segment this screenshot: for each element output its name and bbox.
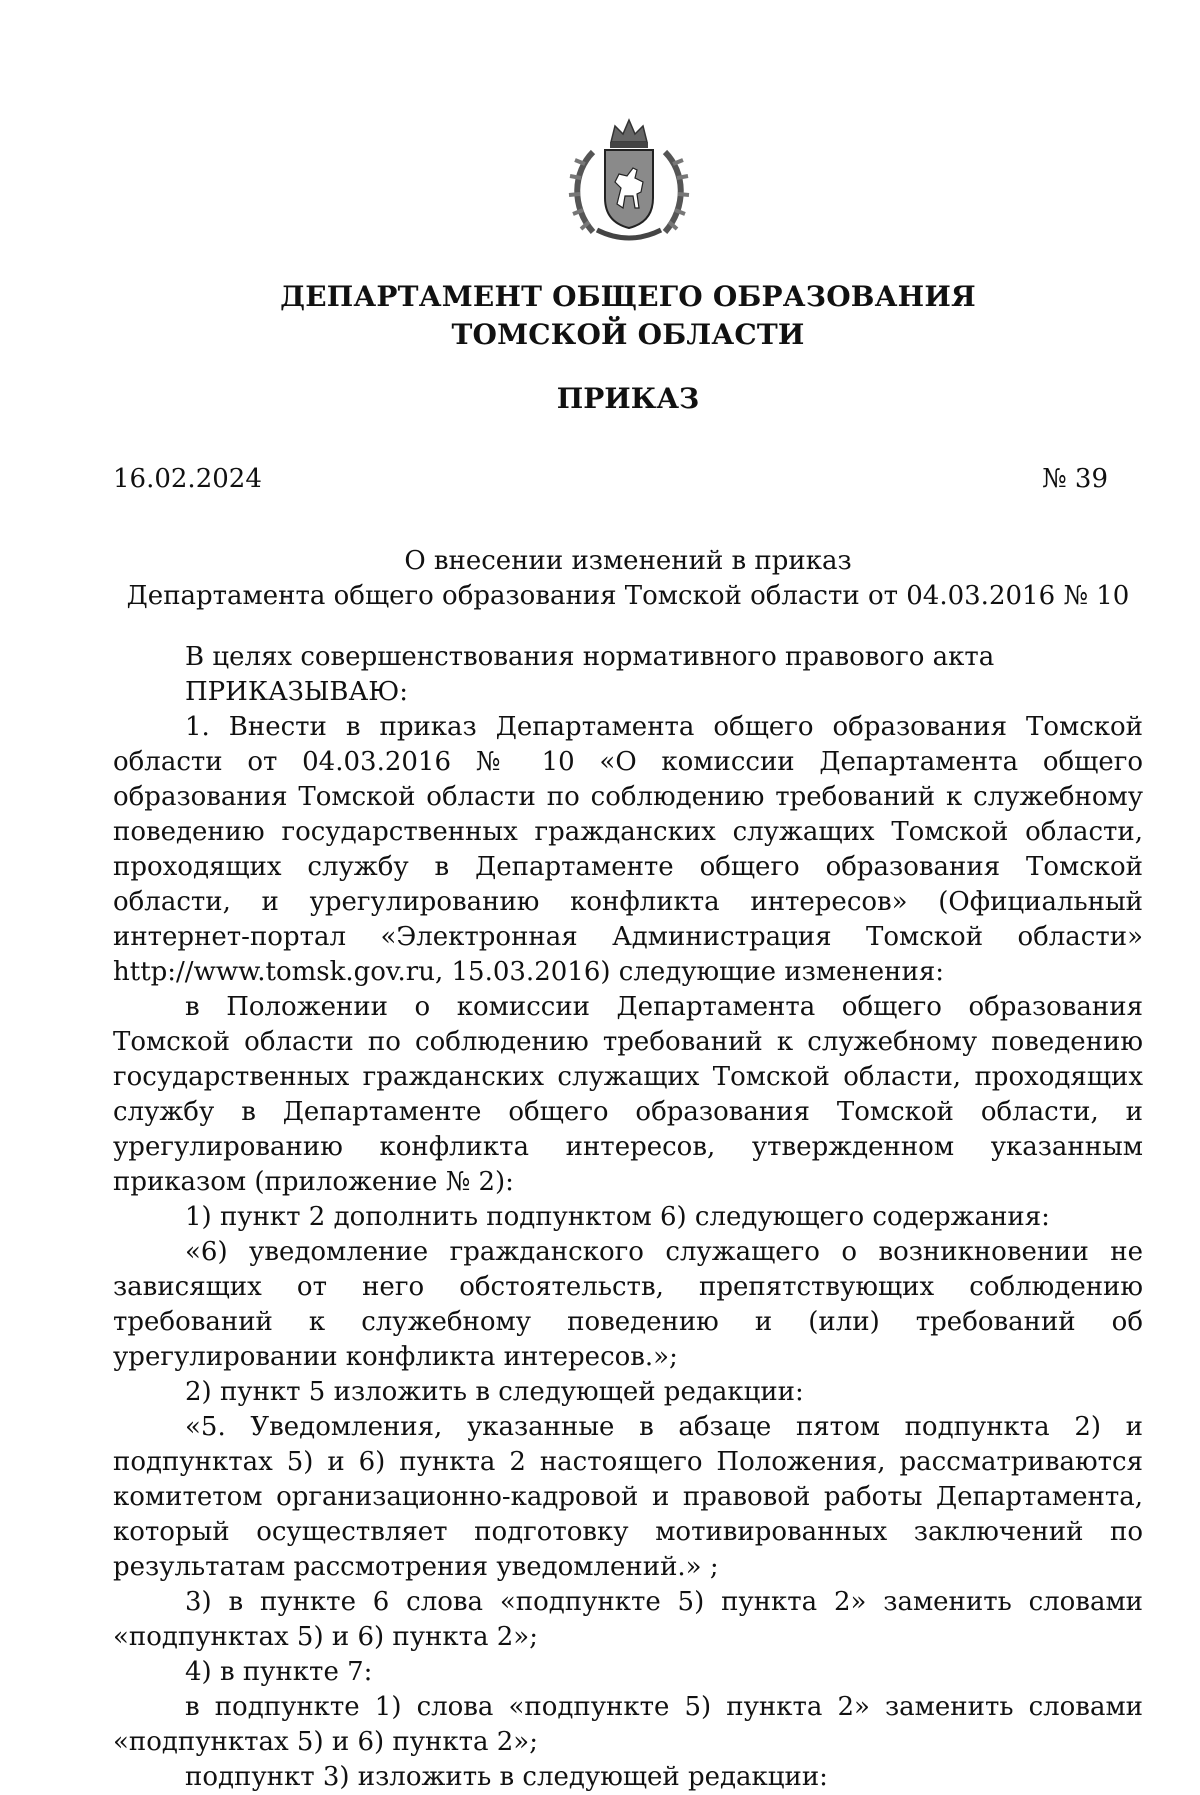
body-paragraph: подпункт 3) изложить в следующей редакции: <box>185 1762 828 1792</box>
subject-line-2: Департамента общего образования Томской области от 04.03.2016 № 10 <box>126 581 1130 611</box>
body-paragraph: 4) в пункте 7: <box>185 1657 373 1687</box>
document-number: № 39 <box>1042 464 1108 494</box>
body-paragraph: в Положении о комиссии Департамента общего образования Томской области по соблюдению требований к служебному поведению государственных гражданских служащих Томской области, проходящих службу в Департаменте общего образования Томской области, и урегулированию конфликта интересов, утвержденном указанным приказом (приложение № 2): <box>113 992 1143 1197</box>
body-paragraph: 1. Внести в приказ Департамента общего образования Томской области от 04.03.2016 № 10 «О комиссии Департамента общего образования Томской области по соблюдению требований к служебному поведению государственных гражданских служащих Томской области, проходящих службу в Департаменте общего образования Томской области, и урегулированию конфликта интересов» (Официальный интернет-портал «Электронная Администрация Томской области» http://www.tomsk.gov.ru, 15.03.2016) следующие изменения: <box>113 712 1143 987</box>
body-paragraph: в подпункте 1) слова «подпункте 5) пункта 2» заменить словами «подпунктах 5) и 6) пункта 2»; <box>113 1692 1143 1757</box>
body-paragraph: «6) уведомление гражданского служащего о возникновении не зависящих от него обстоятельств, препятствующих соблюдению требований к служебному поведению и (или) требований об урегулировании конфликта интересов.»; <box>113 1237 1143 1372</box>
body-paragraph: ПРИКАЗЫВАЮ: <box>185 677 409 707</box>
body-paragraph: В целях совершенствования нормативного правового акта <box>185 642 995 672</box>
document-type-title: ПРИКАЗ <box>556 382 700 415</box>
body-paragraph: «5. Уведомления, указанные в абзаце пятом подпункта 2) и подпунктах 5) и 6) пункта 2 настоящего Положения, рассматриваются комитетом организационно-кадровой и правовой работы Департамента, который осуществляет подготовку мотивированных заключений по результатам рассмотрения уведомлений.» ; <box>113 1412 1143 1582</box>
body-paragraph: 1) пункт 2 дополнить подпунктом 6) следующего содержания: <box>185 1202 1050 1232</box>
document-date: 16.02.2024 <box>113 464 262 494</box>
coat-of-arms-emblem <box>563 112 695 248</box>
org-line-2: ТОМСКОЙ ОБЛАСТИ <box>451 318 805 351</box>
org-line-1: ДЕПАРТАМЕНТ ОБЩЕГО ОБРАЗОВАНИЯ <box>280 280 976 313</box>
body-paragraph: 3) в пункте 6 слова «подпункте 5) пункта 2» заменить словами «подпунктах 5) и 6) пункта 2»; <box>113 1587 1143 1652</box>
subject-line-1: О внесении изменений в приказ <box>404 546 852 576</box>
document-subject <box>112 544 1144 614</box>
organization-name <box>0 278 1200 354</box>
body-paragraph: 2) пункт 5 изложить в следующей редакции: <box>185 1377 804 1407</box>
document-body <box>113 640 1143 1795</box>
